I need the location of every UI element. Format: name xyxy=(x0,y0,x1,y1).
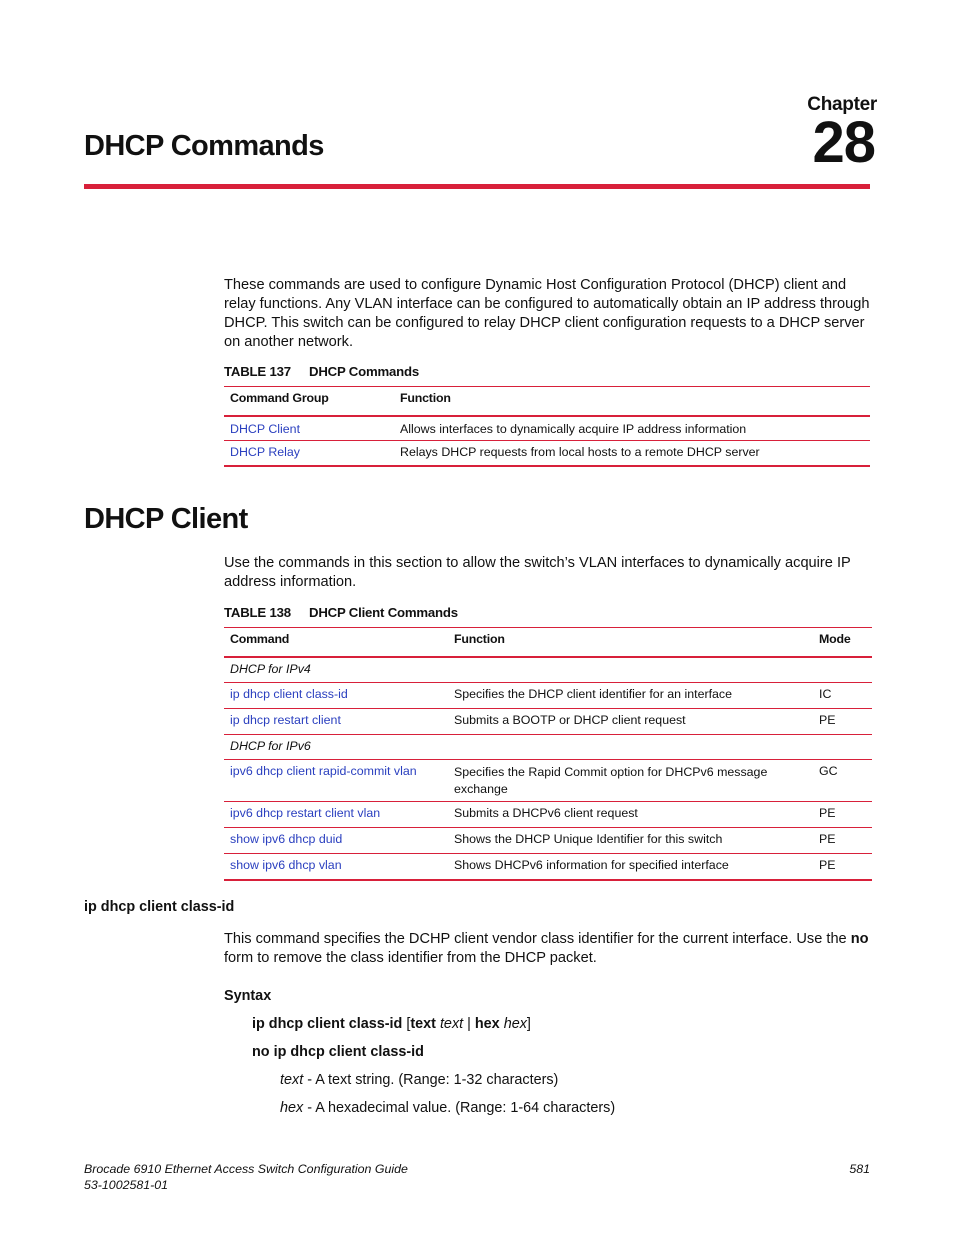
mode-cell: PE xyxy=(819,858,836,872)
section-paragraph: Use the commands in this section to allow the switch’s VLAN interfaces to dynamically acquire IP address information. xyxy=(224,555,851,590)
column-header-command-group: Command Group xyxy=(230,391,329,405)
link-show-ipv6-dhcp-vlan[interactable]: show ipv6 dhcp vlan xyxy=(230,858,342,872)
parameter-text-desc: - A text string. (Range: 1-32 characters) xyxy=(307,1072,559,1088)
chapter-number: 28 xyxy=(812,110,875,175)
dhcp-client-commands-table xyxy=(224,627,872,881)
syntax-pipe: | xyxy=(467,1016,471,1032)
table-header-row xyxy=(224,628,872,657)
command-description xyxy=(224,930,874,968)
table-row xyxy=(224,416,870,441)
link-ipv6-dhcp-client-rapid-commit-vlan[interactable]: ipv6 dhcp client rapid-commit vlan xyxy=(230,764,417,778)
table-row xyxy=(224,441,870,466)
link-dhcp-relay[interactable]: DHCP Relay xyxy=(230,445,301,459)
chapter-label: Chapter xyxy=(807,94,877,115)
intro-paragraph: These commands are used to configure Dynamic Host Configuration Protocol (DHCP) client and relay functions. Any VLAN interface can be configured to automatically obtain an IP address through DHCP. This switch can be configured to relay DHCP client configuration requests to a DHCP server on another network. xyxy=(224,277,870,350)
parameter-hex xyxy=(280,1100,615,1116)
footer-guide-title: Brocade 6910 Ethernet Access Switch Configuration Guide xyxy=(84,1162,408,1176)
link-ip-dhcp-client-class-id[interactable]: ip dhcp client class-id xyxy=(230,687,348,701)
command-heading: ip dhcp client class-id xyxy=(84,899,235,915)
table-row xyxy=(224,709,872,735)
table-138-number: TABLE 138 xyxy=(224,605,291,620)
link-ipv6-dhcp-restart-client-vlan[interactable]: ipv6 dhcp restart client vlan xyxy=(230,806,381,820)
description-text-before: This command specifies the DCHP client vendor class identifier for the current interface. Use the xyxy=(224,931,847,947)
function-cell: Specifies the DHCP client identifier for an interface xyxy=(454,687,733,701)
table-group-row xyxy=(224,735,872,760)
mode-cell: GC xyxy=(819,764,838,778)
group-label-ipv4: DHCP for IPv4 xyxy=(230,661,311,676)
column-header-function: Function xyxy=(454,632,505,646)
table-row xyxy=(224,683,872,709)
chapter-title: DHCP Commands xyxy=(84,130,324,162)
link-show-ipv6-dhcp-duid[interactable]: show ipv6 dhcp duid xyxy=(230,832,343,846)
function-cell: Specifies the Rapid Commit option for DHCPv6 message exchange xyxy=(454,765,768,796)
table-137-title: DHCP Commands xyxy=(309,364,420,379)
mode-cell: PE xyxy=(819,713,836,727)
table-row xyxy=(224,760,872,802)
mode-cell: PE xyxy=(819,832,836,846)
link-ip-dhcp-restart-client[interactable]: ip dhcp restart client xyxy=(230,713,341,727)
table-row xyxy=(224,828,872,854)
footer-page-number: 581 xyxy=(849,1162,870,1176)
syntax-hex-arg: hex xyxy=(503,1016,527,1032)
parameter-hex-desc: - A hexadecimal value. (Range: 1-64 characters) xyxy=(307,1100,616,1116)
function-cell: Shows the DHCP Unique Identifier for this switch xyxy=(454,832,723,846)
syntax-no-form: no ip dhcp client class-id xyxy=(252,1044,424,1060)
footer-doc-number: 53-1002581-01 xyxy=(84,1178,169,1192)
column-header-mode: Mode xyxy=(819,632,851,646)
dhcp-commands-table xyxy=(224,386,870,467)
section-title: DHCP Client xyxy=(84,503,248,535)
description-text-after: form to remove the class identifier from the DHCP packet. xyxy=(224,950,597,966)
syntax-open-bracket: [ xyxy=(406,1016,411,1032)
parameter-text-name: text xyxy=(280,1072,304,1088)
function-cell: Shows DHCPv6 information for specified interface xyxy=(454,858,729,872)
link-dhcp-client[interactable]: DHCP Client xyxy=(230,421,301,436)
table-row xyxy=(224,802,872,828)
syntax-line xyxy=(252,1016,531,1032)
mode-cell: IC xyxy=(819,687,832,701)
function-cell: Submits a BOOTP or DHCP client request xyxy=(454,713,686,727)
table-row xyxy=(224,854,872,880)
column-header-function: Function xyxy=(400,391,451,405)
function-cell: Allows interfaces to dynamically acquire IP address information xyxy=(400,421,747,436)
parameter-hex-name: hex xyxy=(280,1100,304,1116)
syntax-text-arg: text xyxy=(439,1016,464,1032)
syntax-hex-keyword: hex xyxy=(474,1016,500,1032)
table-138-title: DHCP Client Commands xyxy=(309,605,458,620)
parameter-text xyxy=(280,1072,558,1088)
table-header-row xyxy=(224,387,870,416)
syntax-close-bracket: ] xyxy=(526,1016,531,1032)
table-137-caption xyxy=(224,364,419,379)
syntax-command: ip dhcp client class-id xyxy=(252,1016,403,1032)
keyword-no: no xyxy=(850,931,869,947)
table-137-number: TABLE 137 xyxy=(224,364,291,379)
chapter-divider xyxy=(84,184,870,189)
table-group-row xyxy=(224,657,872,683)
syntax-text-keyword: text xyxy=(410,1016,436,1032)
function-cell: Relays DHCP requests from local hosts to a remote DHCP server xyxy=(400,445,760,459)
column-header-command: Command xyxy=(230,632,290,646)
syntax-label: Syntax xyxy=(224,988,272,1004)
mode-cell: PE xyxy=(819,806,836,820)
table-138-caption xyxy=(224,605,458,620)
group-label-ipv6: DHCP for IPv6 xyxy=(230,739,311,753)
function-cell: Submits a DHCPv6 client request xyxy=(454,806,638,820)
